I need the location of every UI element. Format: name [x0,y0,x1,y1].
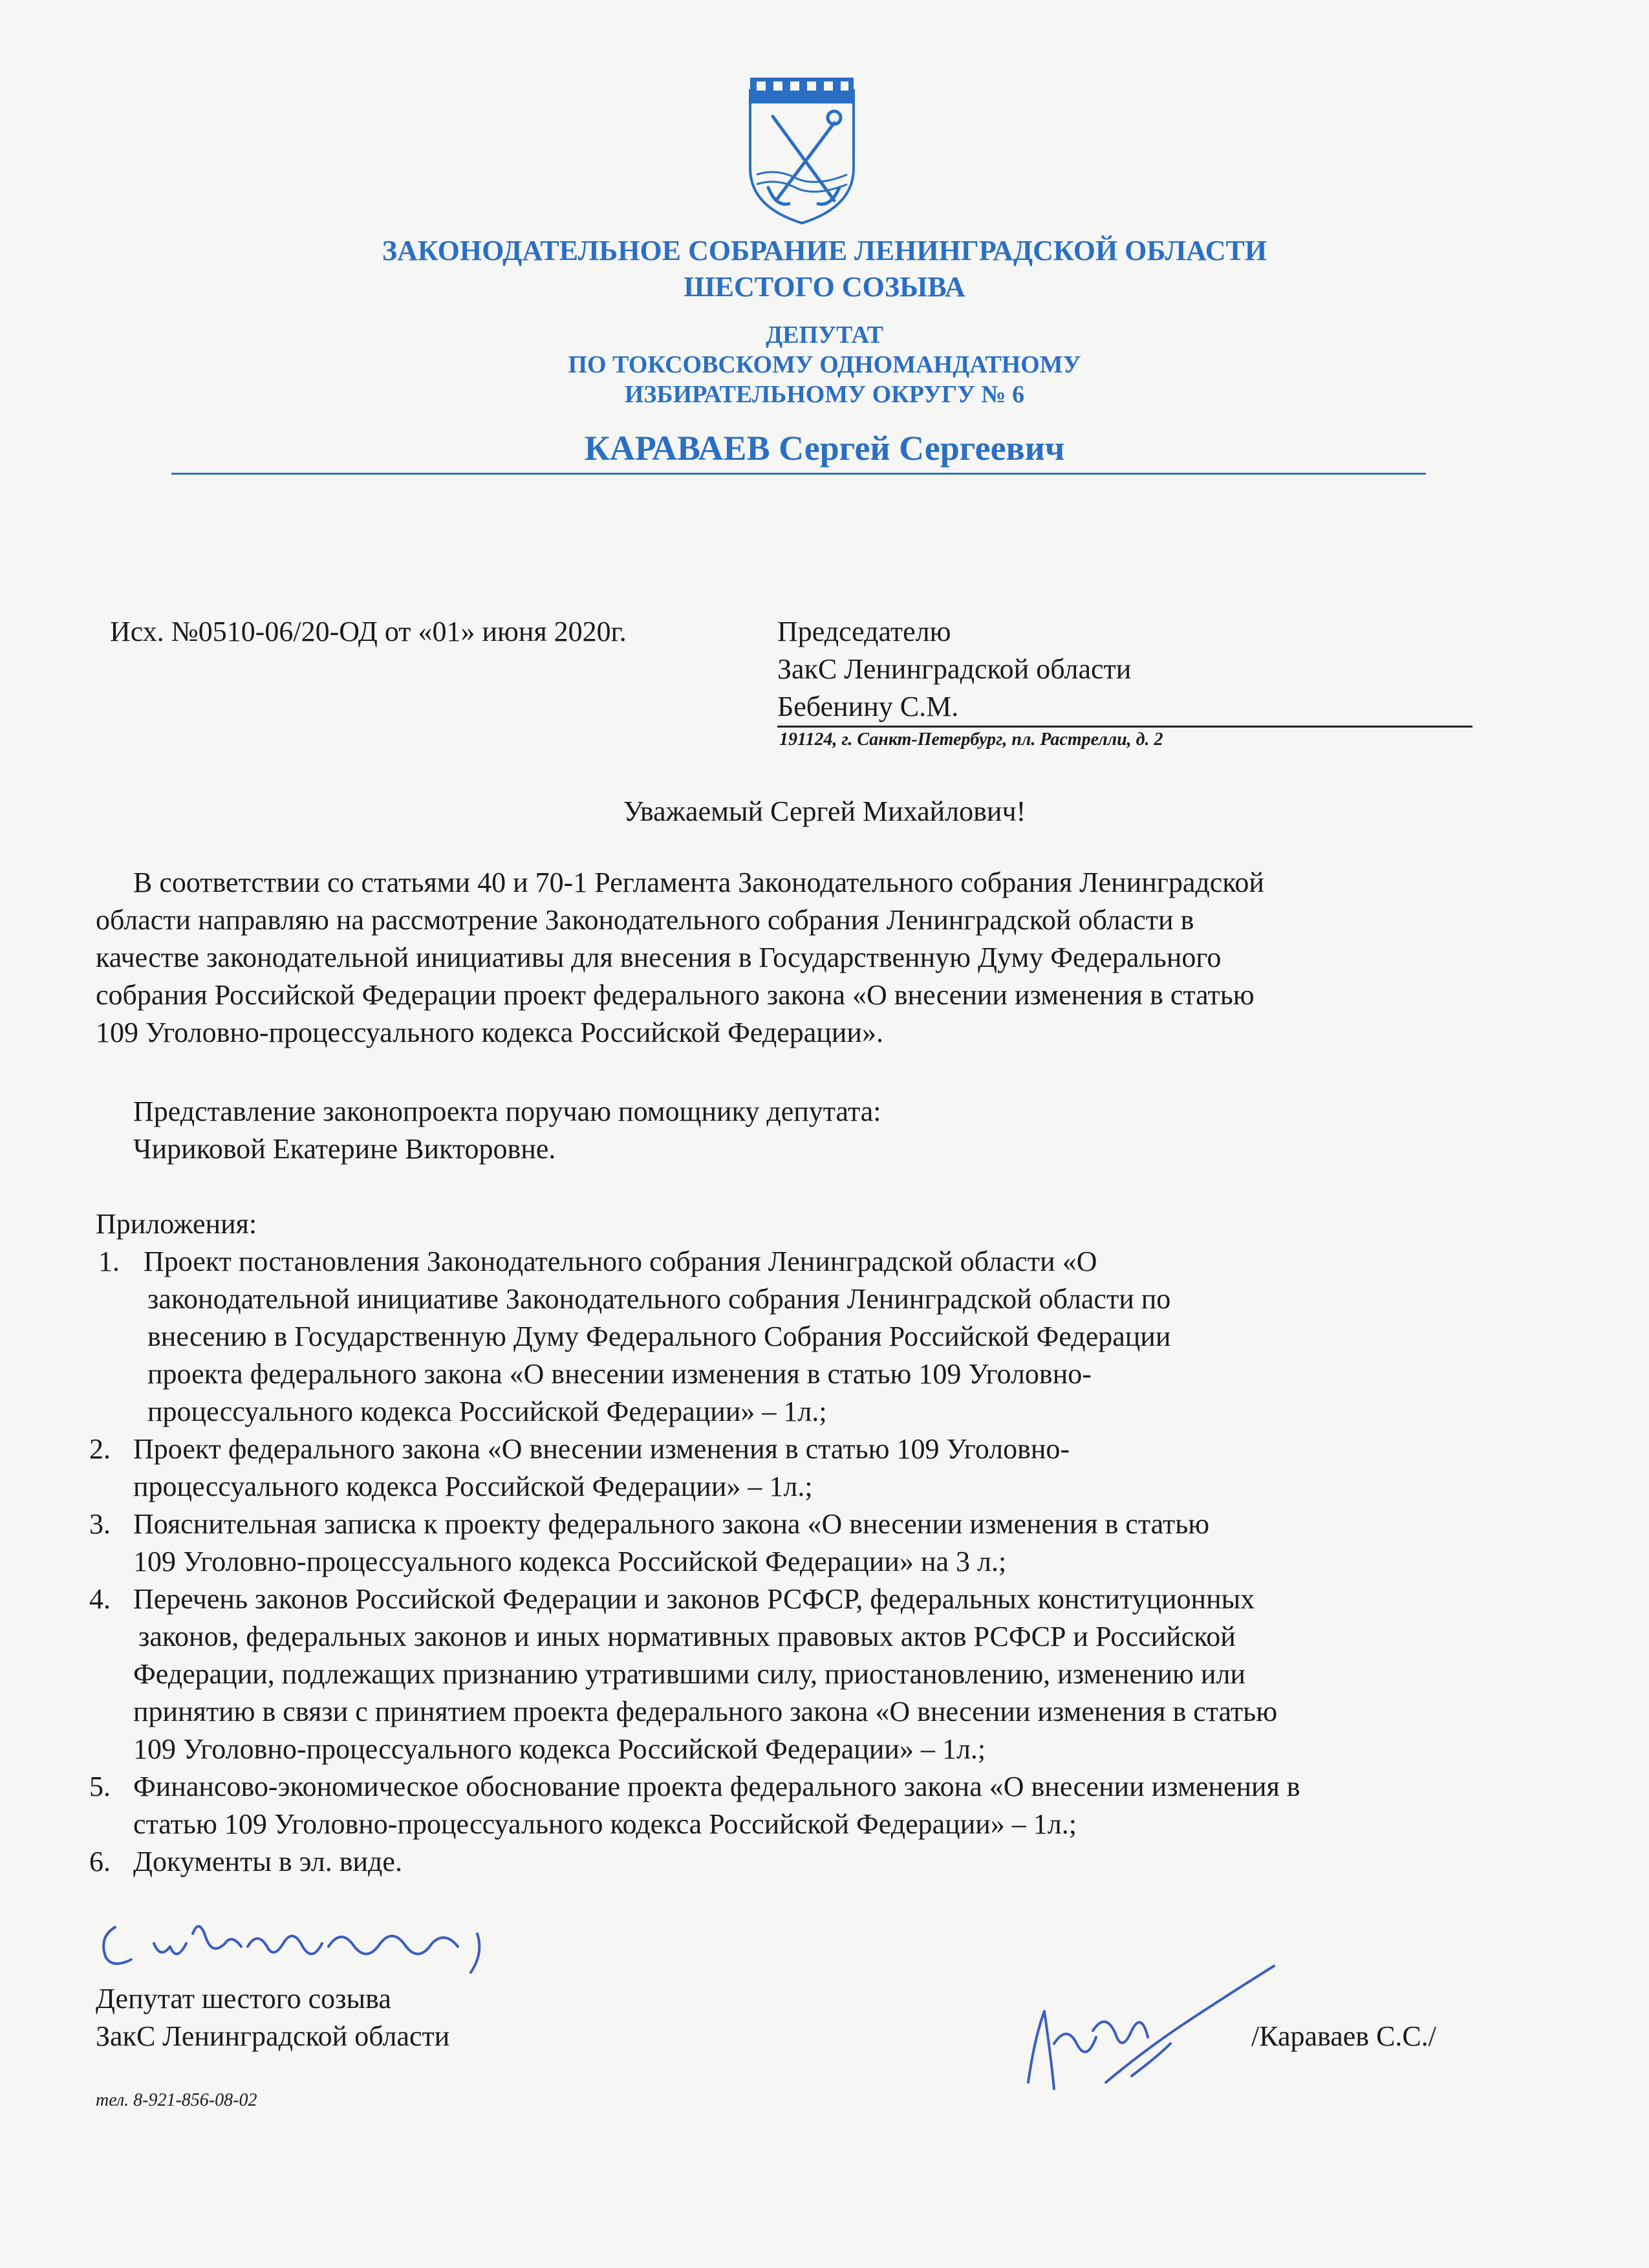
attachment-number: 5. [89,1771,111,1802]
deputy-title-line2: ПО ТОКСОВСКОМУ ОДНОМАНДАТНОМУ [568,351,1081,378]
attachments-title: Приложения: [96,1208,257,1240]
signatory-position-line1: Депутат шестого созыва [96,1983,391,2014]
attachment-line: Перечень законов Российской Федерации и законов РСФСР, федеральных конституционных [133,1583,1255,1615]
body-line: качестве законодательной инициативы для внесения в Государственную Думу Федерального [96,942,1222,973]
attachment-line: Пояснительная записка к проекту федерального закона «О внесении изменения в статью [133,1508,1210,1540]
org-title-line2: ШЕСТОГО СОЗЫВА [684,271,965,303]
signatory-position-line2: ЗакС Ленинградской области [96,2020,450,2052]
attachments-list [0,1243,1649,1881]
attachment-number: 3. [89,1508,111,1540]
attachment-number: 2. [89,1433,111,1465]
attachment-item [0,1581,1649,1768]
handwritten-signature-icon [1015,1953,1287,2102]
coat-of-arms-icon [737,71,867,226]
attachment-number: 4. [89,1583,111,1615]
signatory-name: /Караваев С.С./ [1251,2020,1436,2052]
attachment-number: 6. [89,1846,111,1877]
attachment-item [0,1843,1649,1881]
org-title-line1: ЗАКОНОДАТЕЛЬНОЕ СОБРАНИЕ ЛЕНИНГРАДСКОЙ ОБЛАСТИ [382,235,1267,266]
attachment-line: внесению в Государственную Думу Федерального Собрания Российской Федерации [147,1321,1171,1352]
addressee-line1: Председателю [777,616,951,647]
body-paragraph [96,864,1480,1052]
addressee-line2: ЗакС Ленинградской области [777,653,1132,685]
representation-paragraph [133,1093,881,1168]
attachment-line: процессуального кодекса Российской Федерации» – 1л.; [133,1471,813,1502]
attachment-item [0,1431,1649,1506]
attachment-item [0,1768,1649,1843]
letterhead-divider [171,473,1426,475]
attachment-line: законодательной инициативе Законодательного собрания Ленинградской области по [147,1283,1171,1315]
attachment-line: 109 Уголовно-процессуального кодекса Российской Федерации» – 1л.; [133,1733,986,1765]
representation-line: Представление законопроекта поручаю помощнику депутата: [133,1096,881,1127]
addressee-block [777,613,1131,726]
attachment-item [0,1243,1649,1431]
attachment-line: проекта федерального закона «О внесении изменения в статью 109 Уголовно- [147,1358,1092,1390]
body-line: В соответствии со статьями 40 и 70-1 Регламента Законодательного собрания Ленинградской [133,867,1264,898]
body-line: собрания Российской Федерации проект федерального закона «О внесении изменения в статью [96,979,1255,1011]
handwritten-closing-icon [96,1908,516,1979]
attachment-item [0,1506,1649,1581]
representation-line: Чириковой Екатерине Викторовне. [133,1133,556,1165]
greeting: Уважаемый Сергей Михайлович! [623,795,1026,827]
addressee-divider [777,726,1472,728]
addressee-line3: Бебенину С.М. [777,691,959,722]
attachment-line: статью 109 Уголовно-процессуального кодекса Российской Федерации» – 1л.; [133,1808,1077,1840]
addressee-postal-address: 191124, г. Санкт-Петербург, пл. Растрелли, д. 2 [779,729,1163,750]
deputy-title-line1: ДЕПУТАТ [766,321,883,349]
attachment-line: принятию в связи с принятием проекта федерального закона «О внесении изменения в статью [133,1696,1278,1727]
attachment-number: 1. [98,1246,120,1277]
attachment-line: законов, федеральных законов и иных нормативных правовых актов РСФСР и Российской [138,1621,1236,1652]
attachment-line: Проект постановления Законодательного собрания Ленинградской области «О [144,1246,1097,1277]
body-line: области направляю на рассмотрение Законодательного собрания Ленинградской области в [96,904,1194,936]
deputy-name: КАРАВАЕВ Сергей Сергеевич [584,429,1065,468]
attachment-line: Финансово-экономическое обоснование проекта федерального закона «О внесении изменения в [133,1771,1300,1802]
contact-phone: тел. 8-921-856-08-02 [96,2090,257,2110]
attachment-line: Документы в эл. виде. [133,1846,402,1877]
attachment-line: Проект федерального закона «О внесении изменения в статью 109 Уголовно- [133,1433,1070,1465]
outgoing-reference: Исх. №0510-06/20-ОД от «01» июня 2020г. [110,616,627,647]
attachment-line: процессуального кодекса Российской Федерации» – 1л.; [147,1396,827,1427]
attachment-line: Федерации, подлежащих признанию утратившими силу, приостановлению, изменению или [133,1658,1245,1690]
attachment-line: 109 Уголовно-процессуального кодекса Российской Федерации» на 3 л.; [133,1546,1007,1577]
deputy-title-line3: ИЗБИРАТЕЛЬНОМУ ОКРУГУ № 6 [624,381,1025,408]
body-line: 109 Уголовно-процессуального кодекса Российской Федерации». [96,1017,883,1048]
